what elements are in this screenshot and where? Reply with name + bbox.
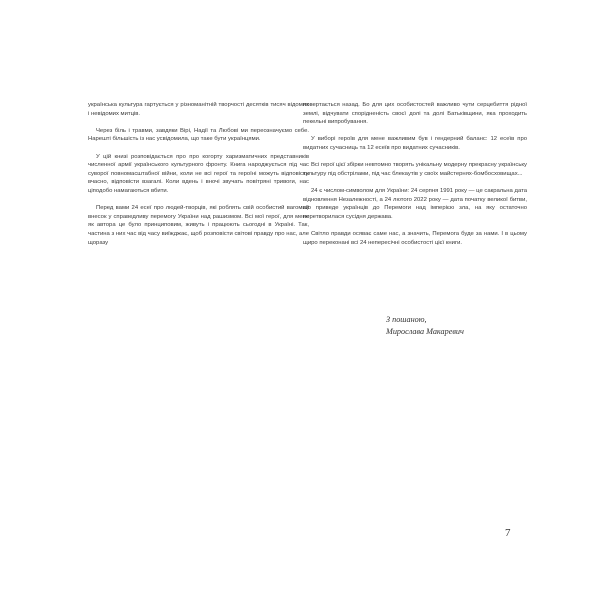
right-text-column bbox=[303, 101, 527, 256]
paragraph: Світло правди осяває саме нас, а значить, Перемога буде за нами. І в цьому щиро переконані всі 24 непересічні особистості цієї книги. bbox=[303, 230, 527, 246]
paragraph: У цій книзі розповідається про про когорту харизматичних представників численної армії українського культурного фронту. Книга народжується під час суворої повномасштабної війни, коли не всі герої та героїні можуть відповісти вчасно, відповісти взагалі. Коли вдень і вночі звучать повітряні тривоги, нас ціподобо намагаються вбити. bbox=[88, 153, 309, 194]
signature-greeting: З пошаною, bbox=[386, 315, 427, 324]
paragraph: Перед вами 24 есеї про людей-творців, які роблять свій особистий вагомий внесок у справедливу перемогу України над рашизмом. Всі мої герої, для мене як автора це було принциповим, живуть і працюють сьогодні в Україні. Так, частина з них час від часу виїжджає, щоб розповісти світові правду про нас, але щоразу bbox=[88, 205, 309, 246]
paragraph: Всі герої цієї збірки невтомно творять унікальну модерну прекрасну українську культуру під обстрілами, під час блекаутів у своїх майстернях-бомбосховищах... bbox=[303, 162, 527, 177]
paragraph: повертається назад. Бо для цих особистостей важливо чути серцебиття рідної землі, відчувати спорідненість своєї долі та долі Батьківщини, яка проходить пекельні випробування. bbox=[303, 102, 527, 126]
paragraph: українська культура гартується у різноманітній творчості десятків тисяч відомих і невідомих митців. bbox=[88, 102, 309, 117]
paragraph: У виборі героїв для мене важливим був і гендерний баланс: 12 есеїв про видатних сучасниць та 12 есеїв про видатних сучасників. bbox=[303, 136, 527, 151]
author-signature bbox=[386, 314, 464, 337]
left-text-column bbox=[88, 101, 309, 256]
paragraph: 24 є числом-символом для України: 24 серпня 1991 року — це сакральна дата відновлення Незалежності, а 24 лютого 2022 року — дата початку великої битви, що приведе українців до Перемоги над імперією зла, на яку остаточно перетворилася сусідня держава. bbox=[303, 187, 527, 220]
page-number: 7 bbox=[505, 527, 511, 539]
signature-author-name: Мирослава Макаревич bbox=[386, 326, 464, 336]
paragraph: Через біль і травми, завдяки Вірі, Надії та Любові ми переозначуємо себе. Нарешті більшість із нас усвідомила, що таке бути українцями. bbox=[88, 127, 309, 143]
